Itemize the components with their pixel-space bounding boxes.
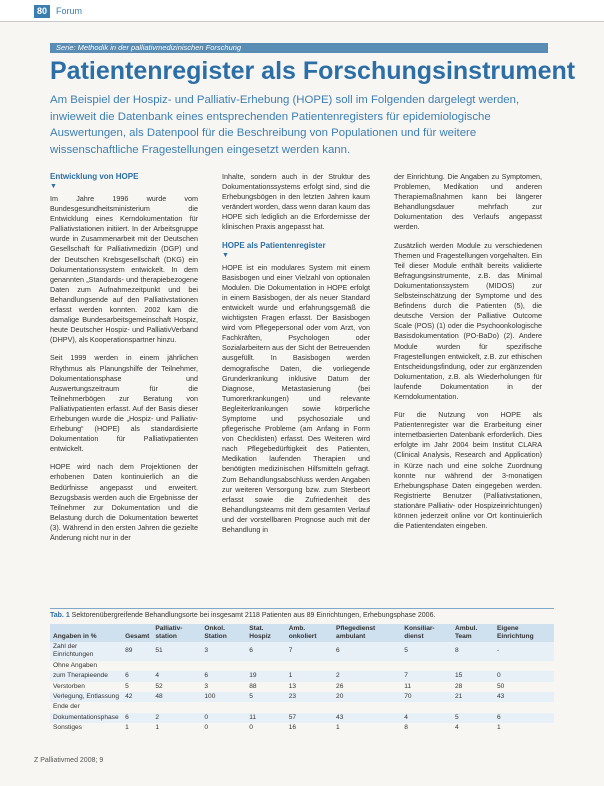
table-cell: 100 bbox=[204, 693, 216, 701]
column-header: Eigene Einrichtung bbox=[496, 625, 534, 640]
row-header-cell: Sonstiges bbox=[53, 724, 82, 732]
table-cell bbox=[246, 661, 285, 671]
table-cell: 19 bbox=[249, 672, 257, 680]
table-cell bbox=[494, 702, 554, 712]
row-header-cell: Dokumentationsphase bbox=[53, 713, 119, 721]
row-header-cell: Verstorben bbox=[53, 682, 85, 690]
table-cell bbox=[401, 702, 452, 712]
paragraph: Für die Nutzung von HOPE als Patientenregister war die Erarbeitung einer internetbasierten Datenbank erforderlich. Dies erfolgte im Jahr 2004 beim Institut CLARA (Clinical Analysis, Research and Application) in Kürze nach und eine solche Zuordnung konnte nur während der 3-monatigen Erhebungsphase Daten eingegeben werden. Registrierte Benutzer (Palliativstationen, stationäre Palliativ- oder Hospizeinrichtungen) können jederzeit online vor Ort kontinuierlich die Patientendaten eingeben. bbox=[394, 410, 542, 531]
table-cell bbox=[333, 661, 401, 671]
paragraph: HOPE ist ein modulares System mit einem Basisbogen und einer Vielzahl von optionalen Modulen. Die Dokumentation in HOPE erfolgt in einem Basisbogen, der als neuer Standard entwickelt wurde und erfahrungsgemäß die wichtigsten Fragen erfasst. Der Basisbogen wird vom Pflegepersonal oder vom Arzt, von Fachkräften, Psychologen oder Sozialarbeitern aus der Sicht der Betreuenden ausgefüllt. In Basisbogen werden demografische Daten, die vorliegende Grunderkrankung inklusive Datum der Diagnose, Metastasierung (bei Tumorerkrankungen) und relevante Begleiterkrankungen sowie körperliche Symptome und psychosoziale und pflegerische Probleme (am Anfang in Form von Checklisten) erfasst. Des Weiteren wird nach Pflegebedürftigkeit des Patienten, Medikation laufenden Therapien und benötigten medizinischen Hilfsmitteln gefragt. Zum Behandlungsabschluss werden Angaben zur weiteren Versorgung bzw. zum Sterbeort erfasst sowie die Zufriedenheit des Behandlungsteams mit dem gesamten Verlauf und der vorstellbaren Prognose auch mit der Behandlung in bbox=[222, 262, 370, 534]
table-cell: 11 bbox=[249, 713, 257, 721]
table-cell: 0 bbox=[204, 724, 209, 732]
table-cell: 23 bbox=[288, 693, 297, 701]
table-cell bbox=[201, 702, 246, 712]
table-caption-text: Sektorenübergreifende Behandlungsorte bei insgesamt 2118 Patienten aus 89 Einrichtungen, Erhebungsphase 2006. bbox=[71, 612, 436, 619]
table-cell: 89 bbox=[125, 647, 133, 655]
table-caption bbox=[50, 608, 554, 621]
table-cell: 5 bbox=[249, 693, 253, 701]
table-row bbox=[50, 671, 554, 681]
section-heading-register: HOPE als Patientenregister bbox=[222, 240, 326, 250]
column-header: Onkol. Station bbox=[204, 625, 227, 640]
column-header: Stat. Hospiz bbox=[249, 625, 271, 640]
table-cell: 43 bbox=[496, 693, 505, 701]
table-cell: 2 bbox=[155, 713, 160, 721]
table-cell: 70 bbox=[404, 693, 412, 701]
table-cell: - bbox=[496, 647, 500, 655]
table-row bbox=[50, 692, 554, 702]
column-header: Gesamt bbox=[125, 633, 150, 640]
table-cell: 0 bbox=[249, 724, 253, 732]
text-column-3 bbox=[394, 172, 542, 539]
text-column-2 bbox=[222, 172, 370, 543]
table-cell: 0 bbox=[204, 713, 209, 721]
table-cell: 13 bbox=[288, 682, 297, 690]
table-row bbox=[50, 661, 554, 671]
table-cell: 6 bbox=[496, 713, 501, 721]
table-cell: 6 bbox=[125, 672, 129, 680]
table-cell: 8 bbox=[404, 724, 408, 732]
section-heading-entwicklung: Entwicklung von HOPE bbox=[50, 172, 139, 181]
table-cell: 48 bbox=[155, 693, 163, 701]
table-cell: 20 bbox=[336, 693, 344, 701]
column-header: Pflegedienst ambulant bbox=[336, 625, 376, 640]
table-cell bbox=[452, 661, 494, 671]
table-cell: 6 bbox=[249, 647, 253, 655]
column-header: Amb. onkoliert bbox=[288, 625, 317, 640]
text-column-1 bbox=[50, 172, 198, 551]
triangle-marker-icon: ▼ bbox=[222, 251, 229, 259]
table-cell: 88 bbox=[249, 682, 257, 690]
table-cell: 57 bbox=[288, 713, 297, 721]
page-number: 80 bbox=[34, 5, 50, 18]
paragraph: Seit 1999 werden in einem jährlichen Rhythmus als Planungshilfe der Teilnehmer, Dokumentationsphase und Auswertungszeitraum für die Teilnehmerbögen zur Beratung von Palliativpatienten erfasst. Auf der Basis dieser Erhebungen wurde die „Hospiz- und Palliativ-Erhebung“ (HOPE) als standardisierte Dokumentation für Palliativpatienten entwickelt. bbox=[50, 353, 198, 454]
table-row bbox=[50, 713, 554, 723]
table-cell: 11 bbox=[404, 682, 412, 690]
table-cell: 8 bbox=[454, 647, 459, 655]
table-cell: 4 bbox=[454, 724, 459, 732]
paragraph: der Einrichtung. Die Angaben zu Symptomen, Problemen, Medikation und anderen Therapiemaßnahmen kann bei längerer Behandlungsdauer mehrfach zur Dokumentation des Verlaufs angepasst werden. bbox=[394, 172, 542, 232]
table-cell: 6 bbox=[125, 713, 129, 721]
table-cell bbox=[152, 702, 201, 712]
paragraph: Inhalte, sondern auch in der Struktur des Dokumentationssystems erfolgt sind, sind die Erhebungsbögen in den letzten Jahren kaum verändert worden, dass wenn daran kaum das HOPE sich lediglich an die Erfordernisse der klinischen Praxis angepasst hat. bbox=[222, 172, 370, 232]
table-cell bbox=[246, 702, 285, 712]
table-label: Tab. 1 bbox=[50, 612, 70, 619]
series-label: Serie: Methodik in der palliativmedizinischen Forschung bbox=[56, 43, 242, 52]
table-row bbox=[50, 682, 554, 692]
table-cell: 4 bbox=[404, 713, 408, 721]
table-cell: 7 bbox=[404, 672, 408, 680]
column-header: Ambul. Team bbox=[454, 625, 478, 640]
table-cell: 28 bbox=[454, 682, 463, 690]
table-cell bbox=[452, 702, 494, 712]
table-cell bbox=[122, 702, 152, 712]
table-cell: 21 bbox=[454, 693, 463, 701]
table-cell: 3 bbox=[204, 647, 209, 655]
table-cell: 52 bbox=[155, 682, 163, 690]
row-header-cell: Zahl der Einrichtungen bbox=[53, 643, 94, 659]
table-row bbox=[50, 702, 554, 712]
table-cell: 1 bbox=[336, 724, 340, 732]
table-cell: 3 bbox=[204, 682, 209, 690]
table-cell: 7 bbox=[288, 647, 293, 655]
paragraph: HOPE wird nach dem Projektionen der erhobenen Daten kontinuierlich an die Bedürfnisse angepasst und erweitert. Bezugsbasis werden auch die Ergebnisse der Teilnehmer zur Dokumentation und die Belastung durch die Dokumentation bewertet (3). Während in den ersten Jahren die gezielte Änderung nicht nur in der bbox=[50, 462, 198, 542]
table-cell: 26 bbox=[336, 682, 344, 690]
row-header-cell: Verlegung, Entlassung bbox=[53, 693, 119, 701]
table-cell bbox=[286, 661, 333, 671]
table-cell: 6 bbox=[336, 647, 340, 655]
table-cell: 42 bbox=[125, 693, 133, 701]
table-cell: 5 bbox=[454, 713, 459, 721]
section-label: Forum bbox=[56, 6, 83, 16]
series-banner bbox=[50, 43, 548, 53]
lead-paragraph: Am Beispiel der Hospiz- und Palliativ-Erhebung (HOPE) soll im Folgenden dargelegt werden, inwieweit die Datenbank eines entsprechenden Patientenregisters für epidemiologische Auswertungen, als Datenpool für die Beschreibung von Populationen und für weitere wissenschaftliche Fragestellungen eingesetzt werden kann. bbox=[50, 94, 520, 156]
table-cell: 51 bbox=[155, 647, 163, 655]
article-title: Patientenregister als Forschungsinstrument bbox=[50, 57, 576, 85]
table-cell: 4 bbox=[155, 672, 160, 680]
row-header-cell: Ende der bbox=[53, 703, 80, 711]
table-header-row bbox=[50, 624, 554, 642]
column-header: Palliativ-station bbox=[155, 625, 183, 640]
table-cell: 43 bbox=[336, 713, 344, 721]
table-cell bbox=[333, 702, 401, 712]
table-cell: 5 bbox=[404, 647, 408, 655]
table-cell: 0 bbox=[496, 672, 501, 680]
table-cell: 5 bbox=[125, 682, 129, 690]
table-cell: 16 bbox=[288, 724, 297, 732]
table-cell: 1 bbox=[496, 724, 501, 732]
table-cell bbox=[286, 702, 333, 712]
triangle-marker-icon: ▼ bbox=[50, 183, 57, 190]
table-cell: 6 bbox=[204, 672, 209, 680]
table-cell bbox=[201, 661, 246, 671]
row-header-cell: Ohne Angaben bbox=[53, 661, 97, 669]
running-header bbox=[0, 0, 604, 22]
table-cell: 1 bbox=[125, 724, 129, 732]
table-cell bbox=[494, 661, 554, 671]
paragraph: Im Jahre 1996 wurde vom Bundesgesundheitsministerium die Entwicklung eines Kerndokumentation für Palliativstationen initiiert. In der Arbeitsgruppe wurde in Zusammenarbeit mit der Deutschen Gesellschaft für Palliativmedizin (DGP) und der Deutschen Krebsgesellschaft (DKG) ein Dokumentationssystem entwickelt. In dem genannten „Standards- und therapiebezogene Daten zum Aufnahmezeitpunkt und bei Behandlungsende auf den Palliativstationen erfasst werden konnten. 2002 kam die damalige Bundesarbeitsgemeinschaft Hospiz, heute Deutscher Hospiz- und PalliativVerband (DHPV), als Kooperationspartner hinzu. bbox=[50, 194, 198, 345]
table-cell: 2 bbox=[336, 672, 340, 680]
table-cell bbox=[122, 661, 152, 671]
paragraph: Zusätzlich werden Module zu verschiedenen Themen und Fragestellungen vorgehalten. Ein Teil dieser Module enthält bereits validierte Befragungsinstrumente, z.B. das Minimal Dokumentationssystem (MIDOS) zur Selbsteinschätzung der Symptome und des Befindens durch die Patienten (5), die deutsche Version der Palliative Outcome Scale (POS) (1) oder die Psychoonkologische Basisdokumentation (PO-BaDo) (2). Andere Module wurden für spezifische Fragestellungen entwickelt, z.B. zur ethischen Entscheidungsfindung, oder zur ergänzenden Dokumentation, z.B. als Wiederholungen für laufende Dokumentation in der Kerndokumentation. bbox=[394, 240, 542, 401]
row-header-cell: zum Therapieende bbox=[53, 672, 108, 680]
column-header: Angaben in % bbox=[53, 633, 97, 640]
table-cell: 1 bbox=[288, 672, 293, 680]
table-cell: 15 bbox=[454, 672, 463, 680]
table-cell: 1 bbox=[155, 724, 160, 732]
data-table bbox=[50, 624, 554, 734]
table-row bbox=[50, 723, 554, 733]
table-cell bbox=[152, 661, 201, 671]
table-cell: 50 bbox=[496, 682, 505, 690]
table-row bbox=[50, 642, 554, 661]
column-header: Konsiliar-dienst bbox=[404, 625, 435, 640]
header-rule bbox=[0, 21, 604, 22]
table-cell bbox=[401, 661, 452, 671]
page-footer: Z Palliativmed 2008; 9 bbox=[34, 757, 104, 764]
